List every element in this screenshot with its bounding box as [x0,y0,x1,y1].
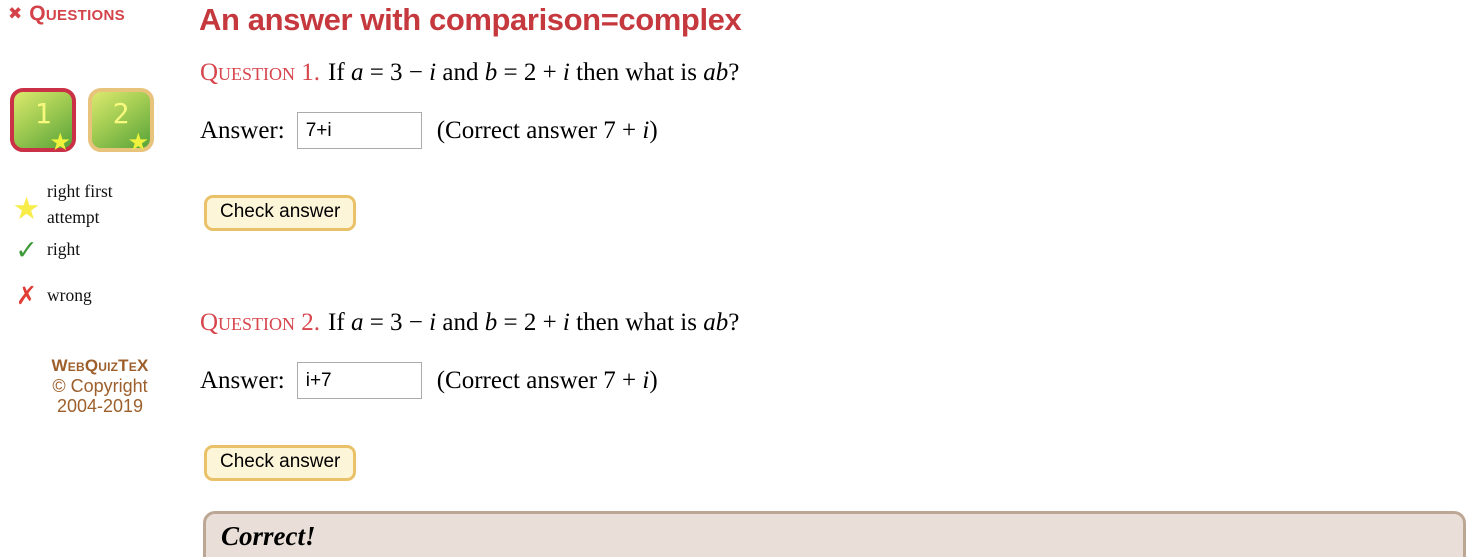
answer-label: Answer: [200,366,285,394]
page-title: An answer with comparison=complex [199,2,742,37]
sidebar-footer [0,356,200,416]
question-2-button[interactable] [88,88,154,156]
check-icon: ✓ [15,235,38,266]
math-var: a [350,309,364,336]
answer-input-1[interactable] [297,112,422,149]
answer-row-1 [200,112,658,149]
answer-label: Answer: [200,116,285,144]
answer-input-2[interactable] [297,362,422,399]
math-var: b [484,59,498,86]
math-var: i [562,59,570,86]
correct-answer-note: (Correct answer 7 + i) [436,116,658,144]
correct-answer-note: (Correct answer 7 + i) [436,366,658,394]
question-1-label: Question 1. [200,59,321,86]
math-var: ab [703,309,729,336]
question-1-text [200,56,739,90]
math-var: ab [703,59,729,86]
math-var: i [562,309,570,336]
question-2-text [200,306,739,340]
check-answer-button-2[interactable]: Check answer [204,445,356,481]
legend-label: right [47,239,81,259]
math-var: i [429,59,437,86]
copyright-text: © Copyright [52,376,148,396]
question-sentence: If a = 3 − i and b = 2 + i then what is ab? [328,59,740,86]
legend-label: wrong [47,285,92,305]
question-2-number: 2 [112,97,130,130]
answer-row-2 [200,362,658,399]
math-var: a [350,59,364,86]
question-2-label: Question 2. [200,309,321,336]
math-var: b [484,309,498,336]
sidebar-header [8,2,125,26]
question-sentence: If a = 3 − i and b = 2 + i then what is ab? [328,309,740,336]
legend-row-wrong [6,282,139,310]
star-icon: ★ [49,128,71,156]
question-1-button[interactable] [10,88,76,156]
close-icon[interactable]: ✖ [8,4,23,24]
brand-logo: WebQuizTeX [51,356,149,375]
cross-icon: ✗ [16,281,37,310]
sidebar-title: Questions [29,2,125,25]
question-1-number: 1 [34,97,52,130]
math-var: i [642,366,650,394]
check-answer-button-1[interactable]: Check answer [204,195,356,231]
legend-row-right [6,236,139,266]
star-icon: ★ [127,128,149,156]
copyright-years: 2004-2019 [56,396,144,416]
question-nav [10,88,154,156]
star-icon: ★ [12,191,41,227]
feedback-box [203,511,1466,557]
feedback-text: Correct! [221,521,316,551]
legend-row-right-first-attempt [6,178,139,230]
math-var: i [642,116,650,144]
legend-label: right first attempt [47,181,113,227]
math-var: i [429,309,437,336]
